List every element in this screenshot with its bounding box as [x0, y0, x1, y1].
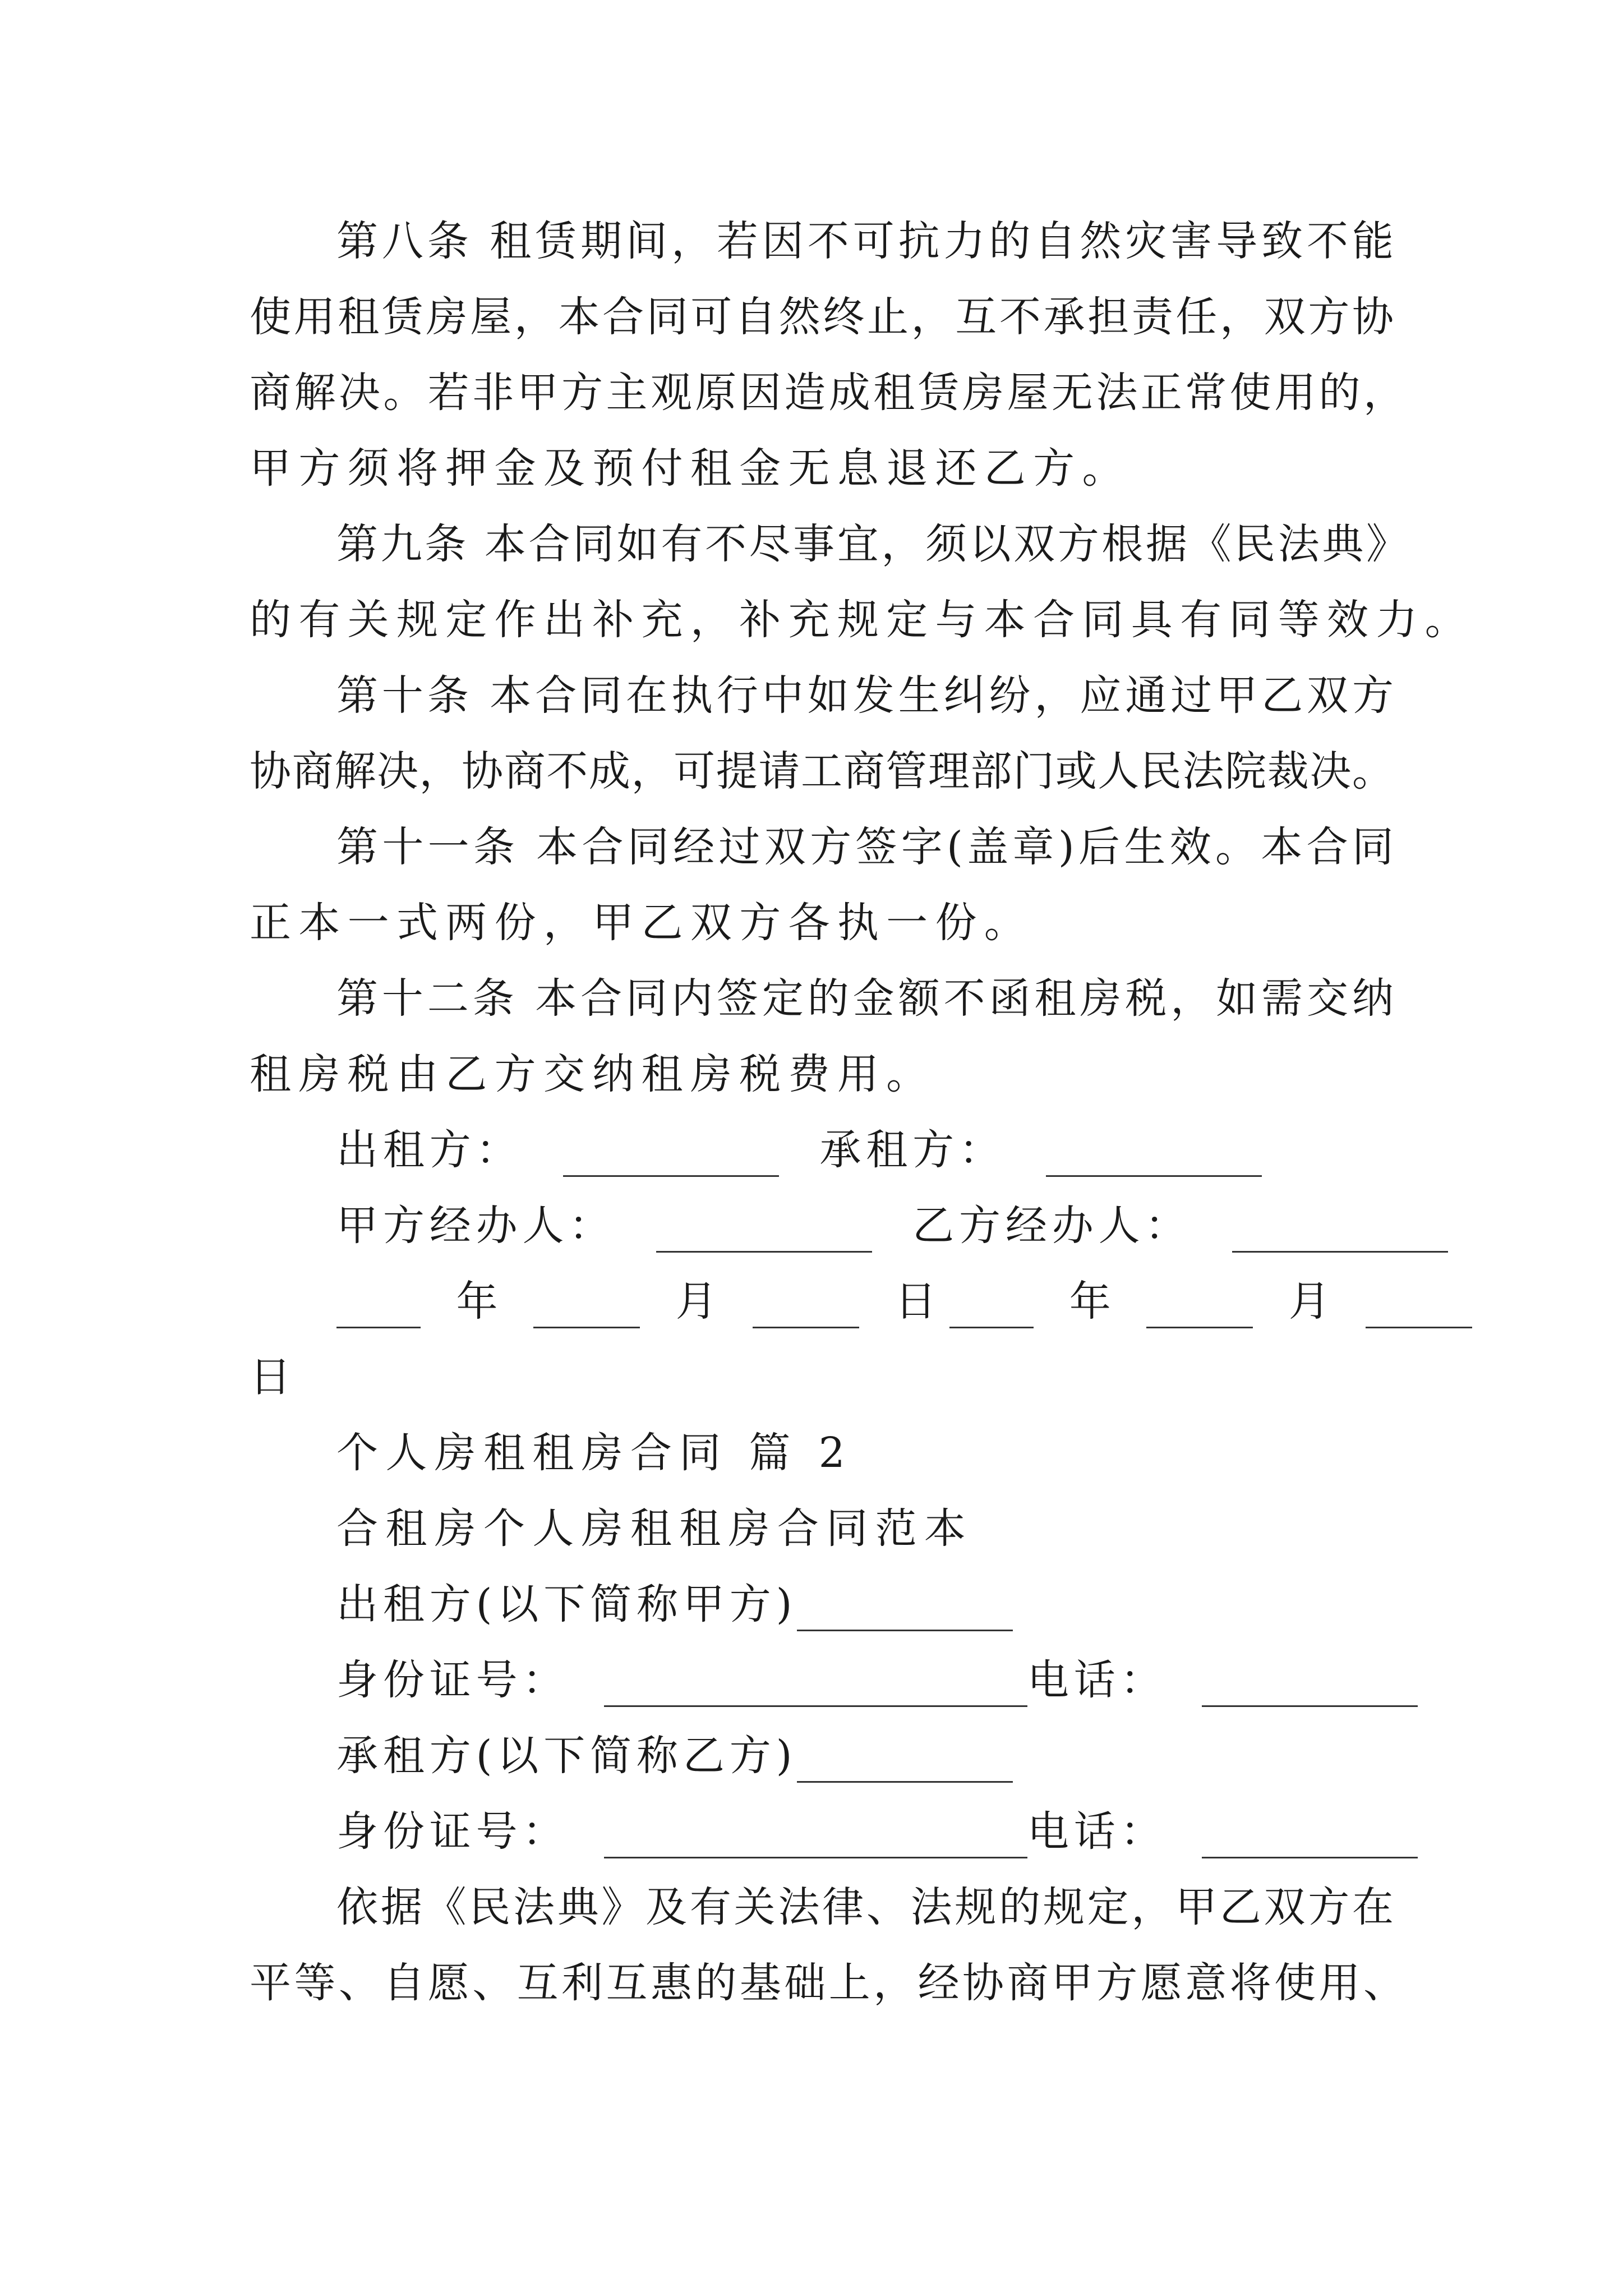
section-2-lessor-id-row	[336, 1653, 1481, 1707]
article-9-line-1: 第九条 本合同如有不尽事宜，须以双方根据《民法典》	[336, 520, 1408, 568]
party-a-year-blank[interactable]	[336, 1283, 421, 1328]
section-2-lessor-phone-blank[interactable]	[1202, 1662, 1418, 1707]
lessee-blank[interactable]	[1046, 1131, 1262, 1177]
party-b-month-blank[interactable]	[1146, 1283, 1253, 1328]
section-2-lessee-row	[336, 1729, 1481, 1783]
article-10-line-1: 第十条 本合同在执行中如发生纠纷，应通过甲乙双方	[336, 671, 1394, 720]
article-8-line-4: 甲方须将押金及预付租金无息退还乙方。	[250, 444, 1131, 493]
party-a-agent-blank[interactable]	[656, 1207, 872, 1253]
section-2-basis-line-1: 依据《民法典》及有关法律、法规的规定，甲乙双方在	[336, 1883, 1394, 1931]
party-b-agent-label: 乙方经办人：	[912, 1202, 1192, 1250]
party-b-agent-blank[interactable]	[1232, 1207, 1448, 1253]
section-2-subtitle: 合租房个人房租租房合同范本	[336, 1504, 974, 1553]
party-a-month-label: 月	[675, 1277, 717, 1326]
article-8-line-2: 使用租赁房屋，本合同可自然终止，互不承担责任，双方协	[250, 293, 1394, 341]
section-2-heading: 个人房租租房合同 篇 2	[336, 1429, 852, 1477]
article-9-line-2: 的有关规定作出补充，补充规定与本合同具有同等效力。	[250, 596, 1474, 644]
section-2-lessee-phone-label: 电话：	[1027, 1807, 1167, 1856]
section-2-lessor-phone-label: 电话：	[1027, 1656, 1167, 1704]
section-2-basis-line-2: 平等、自愿、互利互惠的基础上，经协商甲方愿意将使用、	[250, 1959, 1405, 2007]
lessee-label: 承租方：	[819, 1126, 1006, 1174]
article-12-line-1: 第十二条 本合同内签定的金额不函租房税，如需交纳	[336, 974, 1394, 1023]
signature-row-agents	[336, 1199, 1481, 1253]
section-2-lessee-blank[interactable]	[797, 1737, 1013, 1783]
article-8-line-3: 商解决。若非甲方主观原因造成租赁房屋无法正常使用的，	[250, 369, 1405, 417]
party-a-day-label: 日	[895, 1277, 937, 1326]
lessor-label: 出租方：	[336, 1126, 523, 1174]
section-2-lessor-label: 出租方(以下简称甲方)	[336, 1580, 797, 1628]
party-a-year-label: 年	[456, 1277, 498, 1326]
party-a-agent-label: 甲方经办人：	[336, 1202, 616, 1250]
section-2-lessee-id-blank[interactable]	[604, 1813, 1027, 1858]
party-b-year-blank[interactable]	[949, 1283, 1034, 1328]
party-b-day-blank[interactable]	[1366, 1283, 1472, 1328]
section-2-lessee-label: 承租方(以下简称乙方)	[336, 1732, 797, 1780]
section-2-lessor-id-blank[interactable]	[604, 1662, 1027, 1707]
section-2-lessee-id-row	[336, 1805, 1481, 1858]
article-12-line-2: 租房税由乙方交纳租房税费用。	[250, 1050, 935, 1098]
article-11-line-1: 第十一条 本合同经过双方签字(盖章)后生效。本合同	[336, 823, 1394, 871]
party-b-day-label: 日	[250, 1353, 299, 1401]
article-11-line-2: 正本一式两份，甲乙双方各执一份。	[250, 899, 1034, 947]
party-b-month-label: 月	[1288, 1277, 1330, 1326]
party-a-month-blank[interactable]	[533, 1283, 640, 1328]
section-2-lessee-phone-blank[interactable]	[1202, 1813, 1418, 1858]
signature-row-parties	[336, 1123, 1481, 1177]
article-8-line-1: 第八条 租赁期间，若因不可抗力的自然灾害导致不能	[336, 217, 1394, 265]
party-b-year-label: 年	[1069, 1277, 1111, 1326]
section-2-lessor-row	[336, 1577, 1481, 1631]
signature-row-dates	[336, 1274, 1481, 1328]
lessor-blank[interactable]	[563, 1131, 779, 1177]
party-a-day-blank[interactable]	[753, 1283, 859, 1328]
section-2-lessor-blank[interactable]	[797, 1586, 1013, 1631]
article-10-line-2: 协商解决，协商不成，可提请工商管理部门或人民法院裁决。	[250, 747, 1394, 795]
section-2-lessee-id-label: 身份证号：	[336, 1807, 569, 1856]
section-2-lessor-id-label: 身份证号：	[336, 1656, 569, 1704]
